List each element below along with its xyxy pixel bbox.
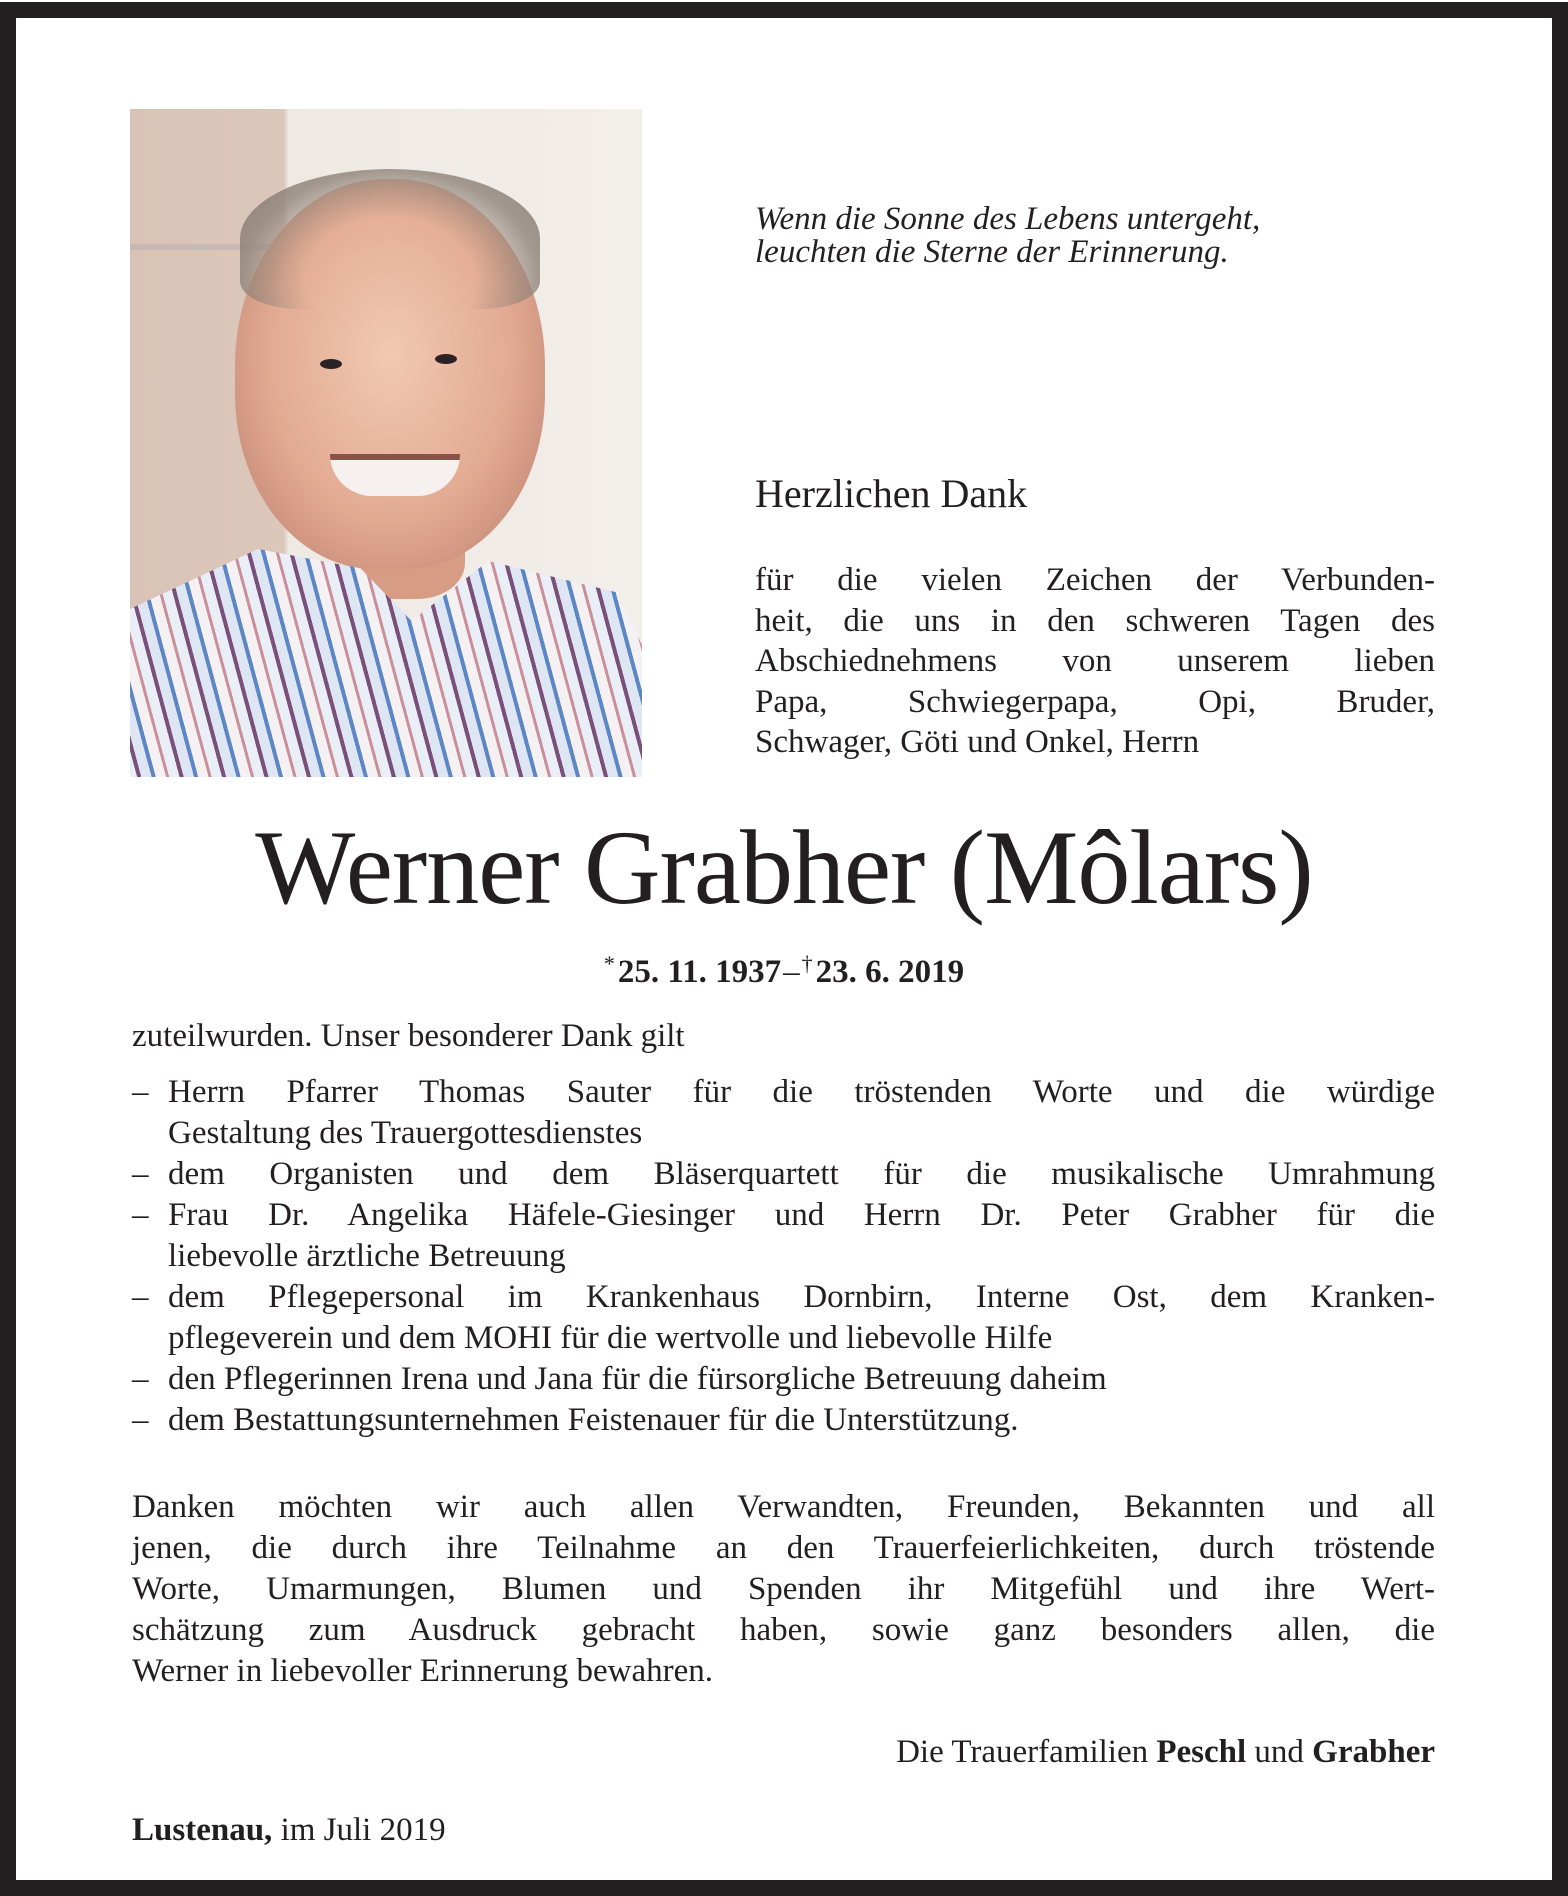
- birth-date: 25. 11. 1937: [617, 954, 782, 990]
- intro-line: für die vielen Zeichen der Verbunden-: [755, 562, 1435, 598]
- place-name: Lustenau,: [132, 1812, 273, 1848]
- death-date: 23. 6. 2019: [815, 954, 965, 990]
- notice-date: im Juli 2019: [280, 1812, 446, 1848]
- place-and-date: [132, 1810, 446, 1851]
- list-item-line: den Pflegerinnen Irena und Jana für die fürsorgliche Betreuung daheim: [168, 1361, 1107, 1397]
- family-name-peschl: Peschl: [1156, 1734, 1247, 1770]
- closing-line: Werner in liebevoller Erinnerung bewahren.: [132, 1653, 714, 1689]
- photo-eye-left: [320, 359, 342, 369]
- list-item-line: Herrn Pfarrer Thomas Sauter für die tröstenden Worte und die würdige: [168, 1074, 1435, 1110]
- closing-line: Worte, Umarmungen, Blumen und Spenden ihr Mitgefühl und ihre Wert-: [132, 1571, 1435, 1607]
- quote-line: leuchten die Sterne der Erinnerung.: [755, 234, 1229, 270]
- intro-line: heit, die uns in den schweren Tagen des: [755, 602, 1435, 639]
- signature-conjunction: und: [1254, 1734, 1304, 1770]
- closing-line: schätzung zum Ausdruck gebracht haben, sowie ganz besonders allen, die: [132, 1612, 1435, 1648]
- death-cross-icon: †: [801, 951, 813, 976]
- closing-paragraph: [132, 1487, 1435, 1692]
- dash-bullet-icon: –: [132, 1197, 149, 1233]
- intro-line: Abschiednehmens von unserem lieben: [755, 643, 1435, 679]
- list-item-line: dem Pflegepersonal im Krankenhaus Dornbirn, Interne Ost, dem Kranken-: [168, 1279, 1435, 1315]
- list-item-line: dem Bestattungsunternehmen Feistenauer für die Unterstützung.: [168, 1402, 1019, 1438]
- date-separator: –: [783, 954, 800, 990]
- thanks-lead-text: zuteilwurden. Unser besonderer Dank gilt: [132, 1018, 685, 1054]
- birth-star-icon: *: [603, 951, 615, 976]
- memorial-quote: [755, 203, 1455, 269]
- list-item: [132, 1277, 1435, 1359]
- closing-line: jenen, die durch ihre Teilnahme an den Trauerfeierlichkeiten, durch tröstende: [132, 1530, 1435, 1566]
- list-item: [132, 1072, 1435, 1154]
- signature-prefix: Die Trauerfamilien: [896, 1734, 1149, 1770]
- family-signature: [600, 1732, 1435, 1773]
- dash-bullet-icon: –: [132, 1279, 149, 1315]
- portrait-photo: [130, 109, 642, 777]
- photo-eye-right: [435, 354, 457, 364]
- list-item-line: Gestaltung des Trauergottesdienstes: [168, 1115, 643, 1151]
- list-item-line: pflegeverein und dem MOHI für die wertvolle und liebevolle Hilfe: [168, 1320, 1053, 1356]
- thanks-intro-paragraph: [755, 560, 1435, 763]
- quote-line: Wenn die Sonne des Lebens untergeht,: [755, 201, 1261, 237]
- list-item: [132, 1359, 1435, 1400]
- dash-bullet-icon: –: [132, 1156, 149, 1192]
- thanks-list: [132, 1072, 1435, 1441]
- list-item-line: liebevolle ärztliche Betreuung: [168, 1238, 566, 1274]
- intro-line: Papa, Schwiegerpapa, Opi, Bruder,: [755, 683, 1435, 720]
- list-item: [132, 1154, 1435, 1195]
- list-item: [132, 1400, 1435, 1441]
- list-item-line: dem Organisten und dem Bläserquartett für die musikalische Umrahmung: [168, 1156, 1435, 1192]
- dash-bullet-icon: –: [132, 1361, 149, 1397]
- deceased-name: Werner Grabher (Môlars): [255, 809, 1313, 926]
- closing-line: Danken möchten wir auch allen Verwandten, Freunden, Bekannten und all: [132, 1489, 1435, 1525]
- dash-bullet-icon: –: [132, 1074, 149, 1110]
- list-item-line: Frau Dr. Angelika Häfele-Giesinger und Herrn Dr. Peter Grabher für die: [168, 1197, 1435, 1233]
- dash-bullet-icon: –: [132, 1402, 149, 1438]
- family-name-grabher: Grabher: [1312, 1734, 1435, 1770]
- thanks-heading: Herzlichen Dank: [755, 471, 1028, 516]
- intro-line: Schwager, Göti und Onkel, Herrn: [755, 724, 1200, 760]
- life-dates: [16, 944, 1552, 992]
- photo-hair: [240, 169, 540, 309]
- list-item: [132, 1195, 1435, 1277]
